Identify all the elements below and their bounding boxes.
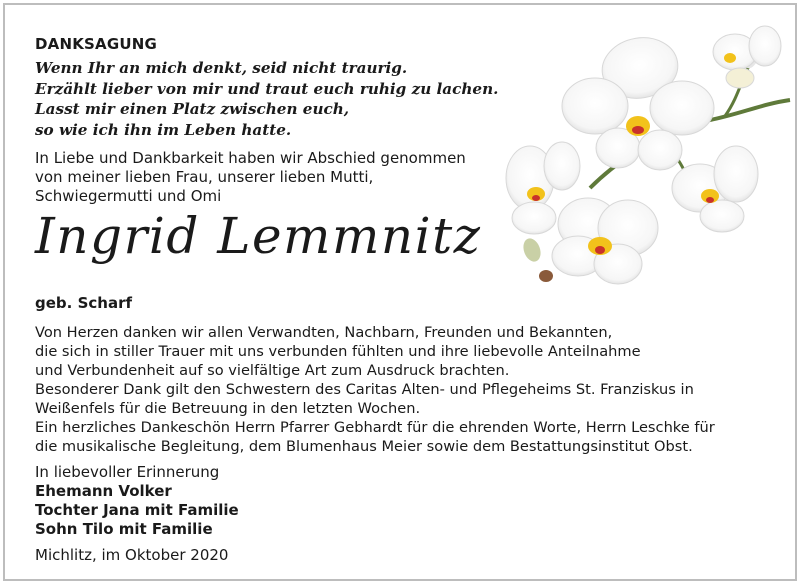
signoff (35, 463, 239, 539)
thanks-line: Besonderer Dank gilt den Schwestern des Caritas Alten- und Pflegeheims St. Franziskus in (35, 381, 694, 398)
poem-line: Erzählt lieber von mir und traut euch ruhig zu lachen. (35, 79, 499, 98)
thanks-line: die sich in stiller Trauer mit uns verbunden fühlten und ihre liebevolle Anteilnahme (35, 343, 641, 360)
thanks-line: Ein herzliches Dankeschön Herrn Pfarrer Gebhardt für die ehrenden Worte, Herrn Leschke für (35, 419, 715, 436)
intro-line: Schwiegermutti und Omi (35, 187, 222, 205)
thanks-line: Von Herzen danken wir allen Verwandten, Nachbarn, Freunden und Bekannten, (35, 324, 613, 341)
intro-line: von meiner lieben Frau, unserer lieben Mutti, (35, 168, 374, 186)
maiden-name: geb. Scharf (35, 294, 132, 312)
intro-line: In Liebe und Dankbarkeit haben wir Abschied genommen (35, 149, 466, 167)
mourner-name: Tochter Jana mit Familie (35, 501, 239, 519)
thanks-line: und Verbundenheit auf so vielfältige Art zum Ausdruck brachten. (35, 362, 510, 379)
thanks-line: die musikalische Begleitung, dem Blumenhaus Meier sowie dem Bestattungsinstitut Obst. (35, 438, 693, 455)
poem (35, 58, 498, 140)
mourner-name: Ehemann Volker (35, 482, 172, 500)
deceased-name: Ingrid Lemmnitz (35, 207, 482, 265)
signoff-intro: In liebevoller Erinnerung (35, 463, 220, 481)
poem-line: Wenn Ihr an mich denkt, seid nicht traurig. (35, 59, 408, 77)
heading: DANKSAGUNG (35, 35, 158, 53)
poem-line: Lasst mir einen Platz zwischen euch, (35, 100, 350, 118)
poem-line: so wie ich ihn im Leben hatte. (35, 120, 292, 139)
orchid-flower (713, 26, 781, 88)
intro-text (35, 149, 466, 206)
orchid-flower (562, 32, 714, 170)
thanks-text (35, 323, 715, 456)
place-date: Michlitz, im Oktober 2020 (35, 546, 229, 564)
orchid-flower (672, 146, 758, 232)
mourner-name: Sohn Tilo mit Familie (35, 520, 213, 538)
thanks-line: Weißenfels für die Betreuung in den letzten Wochen. (35, 400, 421, 417)
orchid-image (500, 18, 792, 293)
orchid-flower (552, 198, 658, 284)
